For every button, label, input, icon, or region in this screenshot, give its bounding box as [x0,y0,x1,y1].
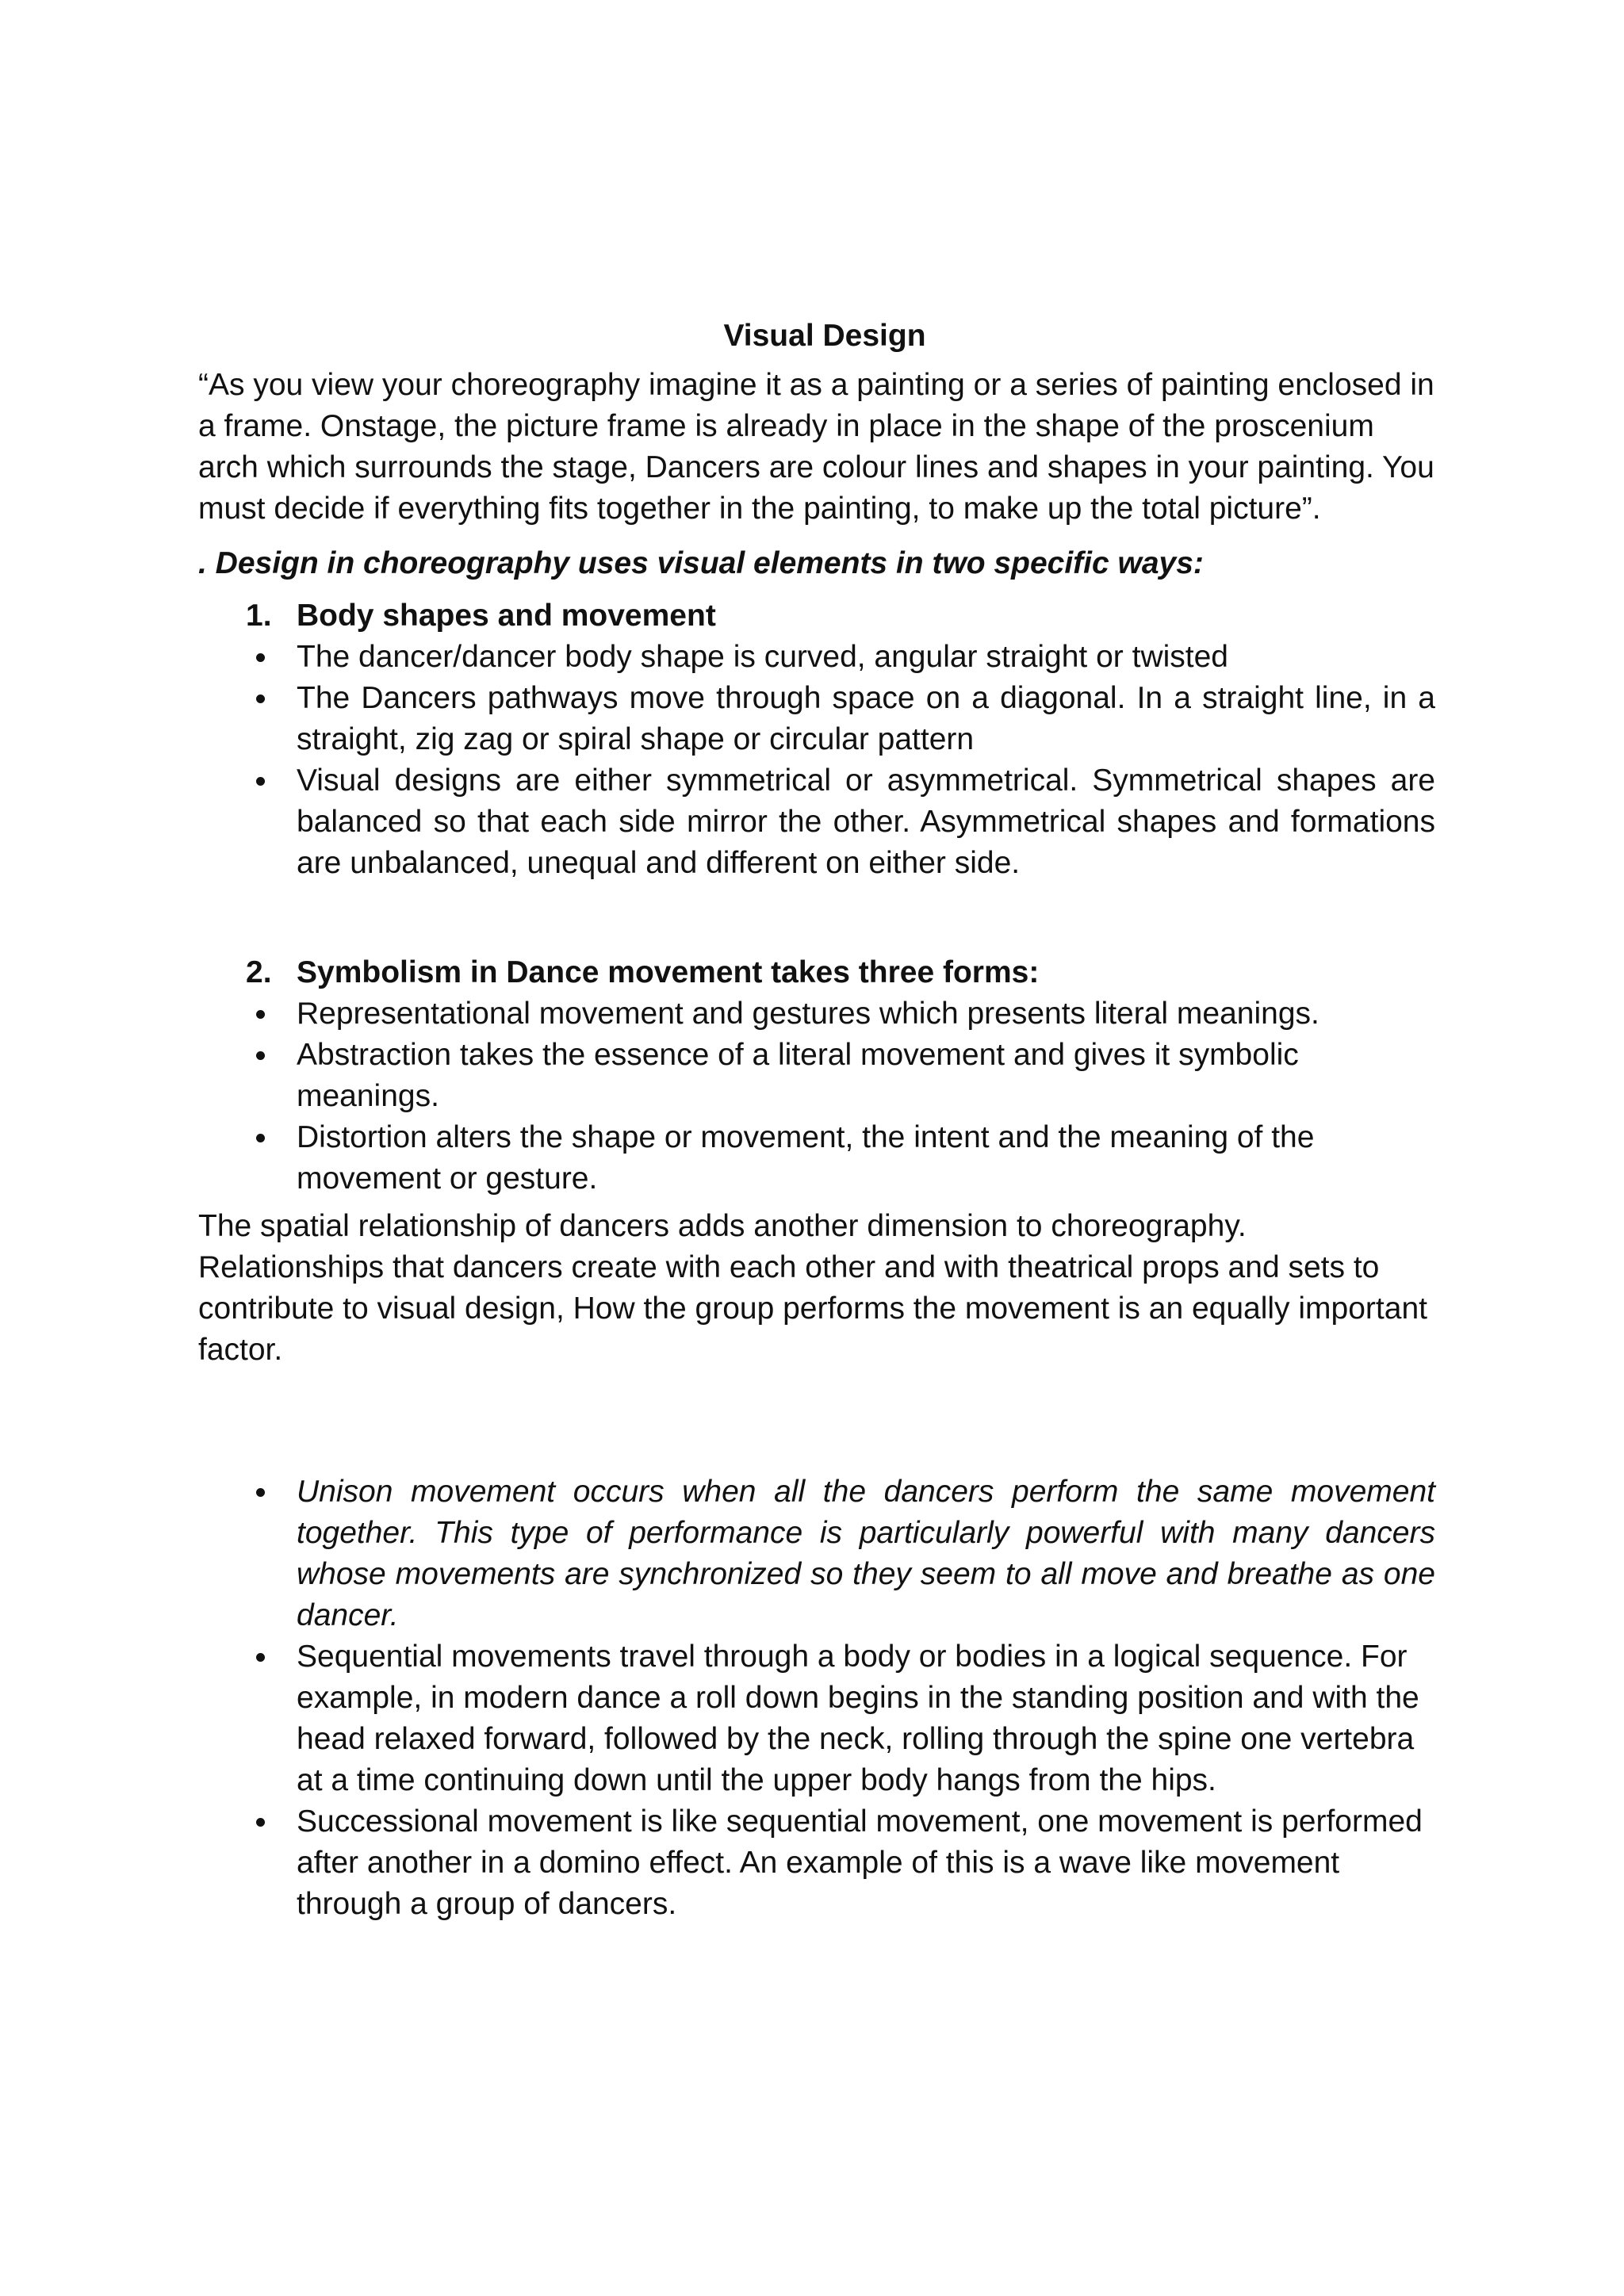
list-item [246,1035,1435,1117]
design-heading: . Design in choreography uses visual elements in two specific ways: [198,546,1204,580]
list-item-text: Distortion alters the shape or movement, the intent and the meaning of the movement or gesture. [297,1120,1315,1196]
spacer [198,1384,1435,1471]
section-1-heading [246,595,1435,637]
bullet-icon [246,637,297,678]
list-item [246,993,1435,1035]
section-1-list [198,637,1435,884]
bullet-icon [246,678,297,760]
list-item-text: The Dancers pathways move through space on a diagonal. In a straight line, in a straight, zig zag or spiral shape or circular pattern [297,681,1435,756]
list-item-text: Unison movement occurs when all the dancers perform the same movement together. This type of performance is particularly powerful with many dancers whose movements are synchronized so they seem to all move and breathe as one dancer. [297,1475,1435,1632]
list-item-text: Representational movement and gestures which presents literal meanings. [297,997,1320,1031]
spatial-paragraph: The spatial relationship of dancers adds another dimension to choreography. Relationships that dancers create with each other and with theatrical props and sets to contribute to visual design, How the group performs the movement is an equally important factor. [198,1209,1427,1367]
bullet-icon [246,1471,297,1636]
list-item [246,1801,1435,1925]
bullet-icon [246,760,297,884]
bullet-icon [246,1117,297,1200]
section-2-number: 2. [246,955,272,989]
list-item [246,637,1435,678]
list-item [246,1636,1435,1801]
list-item-text: Abstraction takes the essence of a literal movement and gives it symbolic meanings. [297,1038,1299,1113]
section-2-list [198,993,1435,1200]
section-2-title: Symbolism in Dance movement takes three forms: [297,955,1040,989]
list-item-text: Visual designs are either symmetrical or asymmetrical. Symmetrical shapes are balanced so that each side mirror the other. Asymmetrical shapes and formations are unbalanced, unequal and different on either side. [297,763,1435,880]
section-2-heading [246,952,1435,993]
spacer [198,1200,1435,1206]
list-item [246,1117,1435,1200]
list-item-text: Sequential movements travel through a body or bodies in a logical sequence. For example, in modern dance a roll down begins in the standing position and with the head relaxed forward, followed by the neck, rolling through the spine one vertebra at a time continuing down until the upper body hangs from the hips. [297,1640,1419,1797]
list-item-text: The dancer/dancer body shape is curved, angular straight or twisted [297,640,1228,674]
list-item [246,678,1435,760]
page-title: Visual Design [723,319,926,353]
quote-paragraph: “As you view your choreography imagine it as a painting or a series of painting enclosed in a frame. Onstage, the picture frame is already in place in the shape of the proscenium arch which surrounds the stage, Dancers are colour lines and shapes in your painting. You must decide if everything fits together in the painting, to make up the total picture”. [198,368,1434,526]
bullet-icon [246,1636,297,1801]
list-item [246,1471,1435,1636]
document-body [198,316,1435,1925]
spacer [198,884,1435,952]
bullet-icon [246,1035,297,1117]
list-item [246,760,1435,884]
movement-list [198,1471,1435,1925]
section-1-title: Body shapes and movement [297,599,716,633]
list-item-text: Successional movement is like sequential movement, one movement is performed after another in a domino effect. An example of this is a wave like movement through a group of dancers. [297,1804,1423,1921]
bullet-icon [246,1801,297,1925]
section-1-number: 1. [246,599,272,633]
bullet-icon [246,993,297,1035]
